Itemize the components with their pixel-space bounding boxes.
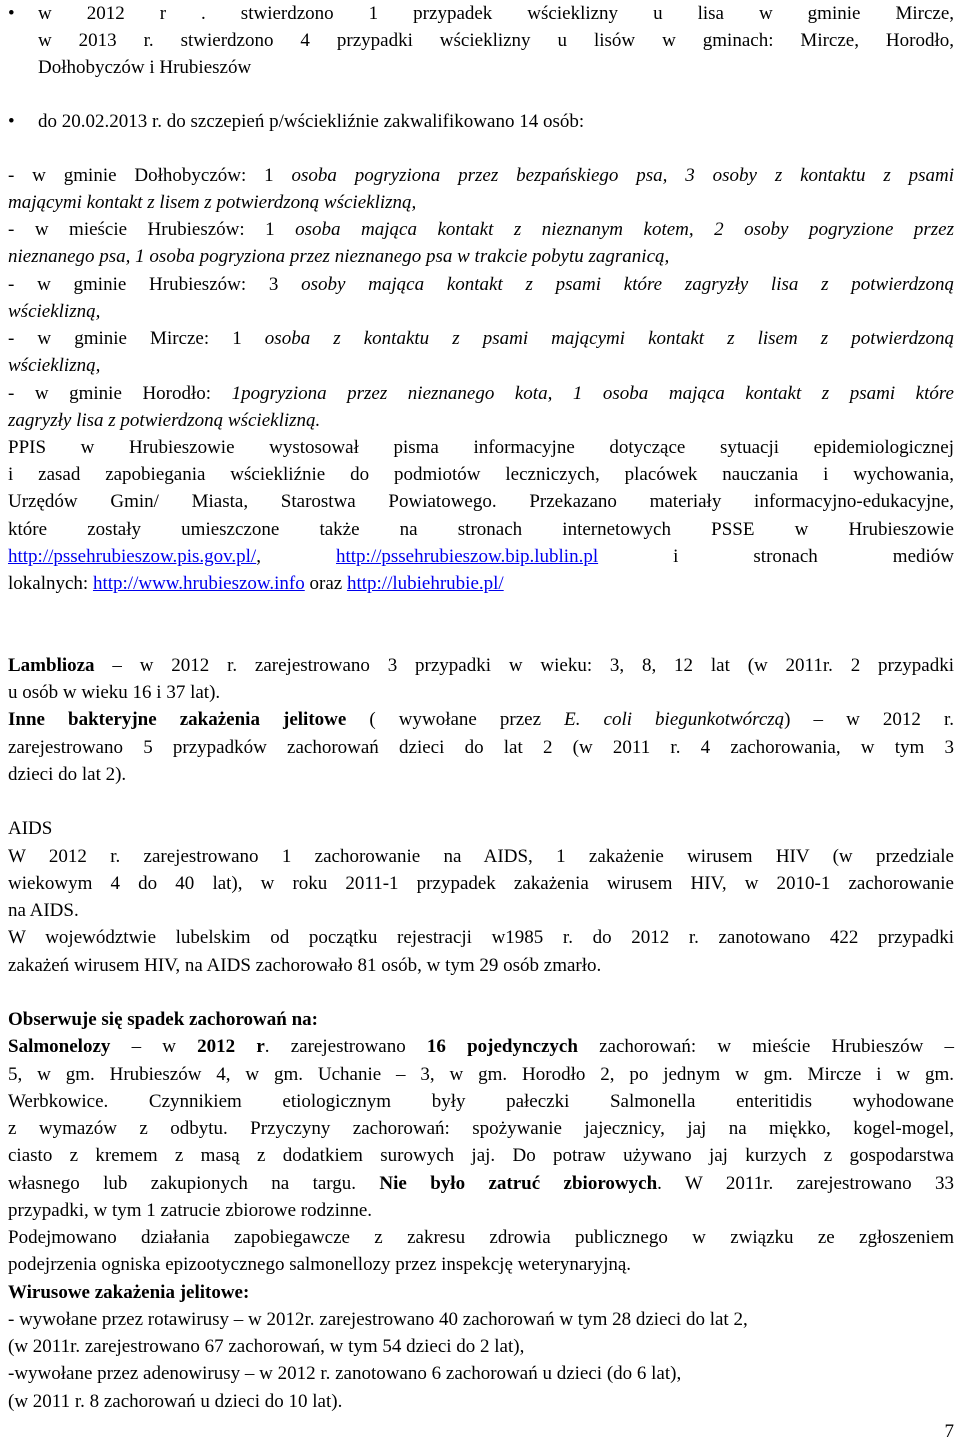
wir-line: - wywołane przez rotawirusy – w 2012r. zarejestrowano 40 zachorowań w tym 28 dzieci do lat 2,: [8, 1309, 748, 1330]
ppis-line: i zasad zapobiegania wściekliźnie do podmiotów leczniczych, placówek nauczania i wychowania,: [8, 464, 954, 485]
aids-line: zakażeń wirusem HIV, na AIDS zachorowało 81 osób, w tym 29 osób zmarło.: [8, 955, 602, 976]
rabies-line: nieznanego psa, 1 osoba pogryziona przez nieznanego psa w trakcie pobytu zagranicą,: [8, 246, 670, 267]
inne-line: zarejestrowano 5 przypadków zachorowań dzieci do lat 2 (w 2011 r. 4 zachorowania, w tym 3: [8, 737, 954, 758]
link-hrubieszow-info[interactable]: http://www.hrubieszow.info: [92, 573, 305, 594]
wir-line: -wywołane przez adenowirusy – w 2012 r. zanotowano 6 zachorowań u dzieci (do 6 lat),: [8, 1363, 682, 1384]
ppis-line: które zostały umieszczone także na stronach internetowych PSSE w Hrubieszowie: [8, 519, 954, 540]
ppis-links-line: lokalnych: http://www.hrubieszow.info oraz http://lubiehrubie.pl/: [8, 573, 504, 594]
aids-line: na AIDS.: [8, 900, 79, 921]
salm-line: własnego lub zakupionych na targu. Nie było zatruć zbiorowych. W 2011r. zarejestrowano 33: [8, 1173, 954, 1194]
inne-line: dzieci do lat 2).: [8, 764, 127, 785]
rabies-line: mającymi kontakt z lisem z potwierdzoną wścieklizną,: [8, 192, 417, 213]
rabies-line: wścieklizną,: [8, 301, 101, 322]
bullet-item-szczepienia: [8, 108, 954, 135]
salm-line: z wymazów z odbytu. Przyczyny zachorowań: spożywanie jajecznicy, jaj na miękko, kogel-mogel,: [8, 1118, 954, 1139]
aids-line: W 2012 r. zarejestrowano 1 zachorowanie na AIDS, 1 zakażenie wirusem HIV (w przedziale: [8, 846, 954, 867]
bullet-item-2013: w 2013 r. stwierdzono 4 przypadki wścieklizny u lisów w gminach: Mircze, Horodło,: [38, 30, 954, 51]
bullet-item-2013-cont: Dołhobyczów i Hrubieszów: [38, 57, 252, 78]
inne-line: Inne bakteryjne zakażenia jelitowe ( wywołane przez E. coli biegunkotwórczą) – w 2012 r.: [8, 709, 954, 730]
salm-line: Podejmowano działania zapobiegawcze z zakresu zdrowia publicznego w związku ze zgłoszeniem: [8, 1227, 954, 1248]
ppis-line: PPIS w Hrubieszowie wystosował pisma informacyjne dotyczące sytuacji epidemiologicznej: [8, 437, 954, 458]
rabies-line: - w gminie Mircze: 1 osoba z kontaktu z psami mającymi kontakt z lisem z potwierdzoną: [8, 328, 954, 349]
rabies-line: - w mieście Hrubieszów: 1 osoba mająca kontakt z nieznanym kotem, 2 osoby pogryzione przez: [8, 219, 954, 240]
bullet-item-2012: [8, 0, 954, 27]
inne-heading: Inne bakteryjne zakażenia jelitowe: [8, 709, 347, 730]
link-pssehrubieszow-pis[interactable]: http://pssehrubieszow.pis.gov.pl/: [8, 546, 257, 567]
bullet-icon: •: [8, 3, 15, 24]
link-lubiehrubie[interactable]: http://lubiehrubie.pl/: [346, 573, 504, 594]
salm-line: ciasto z kremem z masą z dodatkiem surowych jaj. Do potraw używano jaj kurzych z gospodarstwa: [8, 1145, 954, 1166]
rabies-line: - w gminie Dołhobyczów: 1 osoba pogryziona przez bezpańskiego psa, 3 osoby z kontaktu z psami: [8, 165, 955, 186]
obserwacje-heading: Obserwuje się spadek zachorowań na:: [8, 1009, 318, 1030]
link-pssehrubieszow-bip[interactable]: http://pssehrubieszow.bip.lublin.pl: [335, 546, 599, 567]
lamblioza-heading: Lamblioza: [8, 655, 95, 676]
rabies-line: - w gminie Hrubieszów: 3 osoby mająca kontakt z psami które zagryzły lisa z potwierdzoną: [8, 274, 954, 295]
wirusowe-heading: Wirusowe zakażenia jelitowe:: [8, 1282, 250, 1303]
rabies-line: wścieklizną,: [8, 355, 101, 376]
salm-line: Salmonelozy – w 2012 r. zarejestrowano 16 pojedynczych zachorowań: w mieście Hrubieszów –: [8, 1036, 954, 1057]
bullet-icon: •: [8, 111, 15, 132]
rabies-line: - w gminie Horodło: 1pogryziona przez nieznanego kota, 1 osoba mająca kontakt z psami które: [8, 383, 954, 404]
bullet-text: w 2012 r . stwierdzono 1 przypadek wścieklizny u lisa w gminie Mircze,: [38, 3, 954, 24]
lamblioza-line: Lamblioza – w 2012 r. zarejestrowano 3 przypadki w wieku: 3, 8, 12 lat (w 2011r. 2 przypadki: [8, 655, 954, 676]
aids-line: W województwie lubelskim od początku rejestracji w1985 r. do 2012 r. zanotowano 422 przypadki: [8, 927, 954, 948]
wir-line: (w 2011 r. 8 zachorowań u dzieci do 10 lat).: [8, 1391, 343, 1412]
salm-line: podejrzenia ogniska epizootycznego salmonellozy przez inspekcję weterynaryjną.: [8, 1254, 632, 1275]
salm-line: Werbkowice. Czynnikiem etiologicznym były pałeczki Salmonella enteritidis wyhodowane: [8, 1091, 954, 1112]
lamblioza-line: u osób w wieku 16 i 37 lat).: [8, 682, 221, 703]
salm-line: 5, w gm. Hrubieszów 4, w gm. Uchanie – 3, w gm. Horodło 2, po jednym w gm. Mircze i w gm.: [8, 1064, 954, 1085]
wir-line: (w 2011r. zarejestrowano 67 zachorowań, w tym 54 dzieci do 2 lat),: [8, 1336, 525, 1357]
ppis-line: Urzędów Gmin/ Miasta, Starostwa Powiatowego. Przekazano materiały informacyjno-edukacyjne,: [8, 491, 954, 512]
aids-line: wiekowym 4 do 40 lat), w roku 2011-1 przypadek zakażenia wirusem HIV, w 2010-1 zachorowanie: [8, 873, 954, 894]
salmonelozy-heading: Salmonelozy: [8, 1036, 111, 1057]
aids-heading: AIDS: [8, 818, 53, 839]
salm-line: przypadki, w tym 1 zatrucie zbiorowe rodzinne.: [8, 1200, 373, 1221]
ppis-links-line: http://pssehrubieszow.pis.gov.pl/, http://pssehrubieszow.bip.lublin.pl i stronach mediów: [8, 546, 955, 567]
page-number: 7: [944, 1421, 954, 1442]
bullet-text: do 20.02.2013 r. do szczepień p/wściekliźnie zakwalifikowano 14 osób:: [38, 111, 585, 132]
rabies-line: zagryzły lisa z potwierdzoną wścieklizną.: [8, 410, 321, 431]
